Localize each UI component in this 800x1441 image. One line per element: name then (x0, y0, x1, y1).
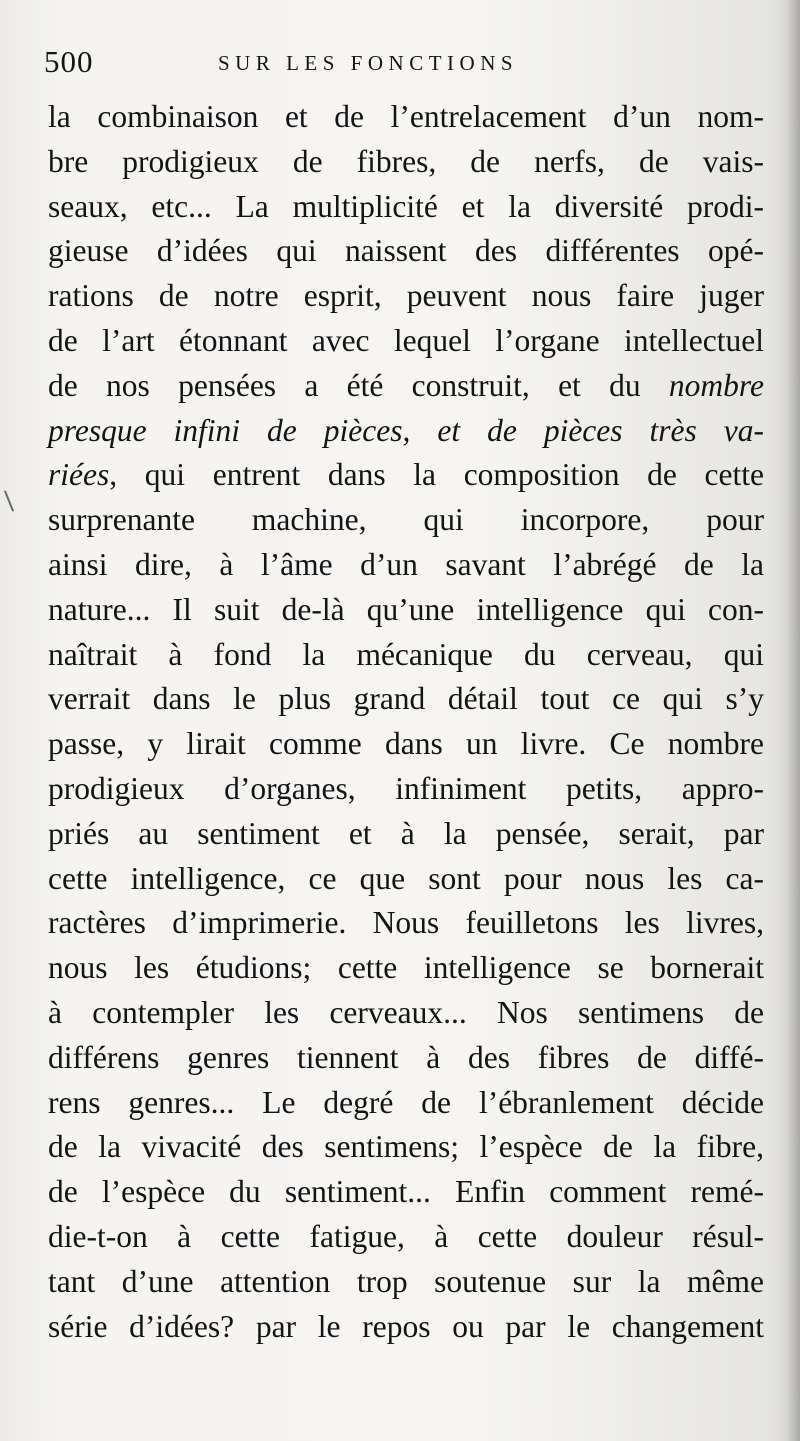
page-number: 500 (44, 44, 94, 79)
text-segment: bre prodigieux de fibres, de nerfs, de vais- (48, 143, 764, 179)
text-segment: , qui entrent dans la composition de cette (109, 457, 764, 493)
text-line (48, 140, 764, 185)
text-segment: série d’idées? par le repos ou par le changement (48, 1308, 764, 1344)
text-segment: surprenante machine, qui incorpore, pour (48, 502, 764, 538)
text-segment: de l’espèce du sentiment... Enfin comment remé- (48, 1174, 764, 1210)
text-segment: nous les étudions; cette intelligence se bornerait (48, 950, 764, 986)
text-line (48, 319, 764, 364)
text-line (48, 1125, 764, 1170)
text-segment: rens genres... Le degré de l’ébranlement décide (48, 1084, 764, 1120)
text-segment: de la vivacité des sentimens; l’espèce de la fibre, (48, 1129, 764, 1165)
text-line (48, 812, 764, 857)
text-segment: de l’art étonnant avec lequel l’organe intellectuel (48, 322, 764, 358)
text-segment: prodigieux d’organes, infiniment petits, appro- (48, 770, 764, 806)
text-segment: die-t-on à cette fatigue, à cette douleur résul- (48, 1218, 764, 1254)
text-line (48, 543, 764, 588)
text-line (48, 991, 764, 1036)
text-line (48, 722, 764, 767)
text-segment: cette intelligence, ce que sont pour nous les ca- (48, 860, 764, 896)
text-line (48, 1260, 764, 1305)
text-line (48, 229, 764, 274)
italic-text-segment: riées (48, 457, 110, 493)
text-line (48, 274, 764, 319)
text-segment: de nos pensées a été construit, et du (48, 367, 669, 403)
text-line (48, 453, 764, 498)
text-line (48, 409, 764, 454)
text-segment: naîtrait à fond la mécanique du cerveau, qui (48, 636, 764, 672)
text-line (48, 185, 764, 230)
text-segment: différens genres tiennent à des fibres de diffé- (48, 1039, 764, 1075)
page-edge-shadow (786, 0, 800, 1441)
text-line (48, 1036, 764, 1081)
text-line (48, 633, 764, 678)
text-line (48, 767, 764, 812)
text-line (48, 946, 764, 991)
text-segment: seaux, etc... La multiplicité et la diversité prodi- (48, 188, 764, 224)
text-segment: verrait dans le plus grand détail tout ce qui s’y (48, 681, 764, 717)
text-line (48, 1305, 764, 1350)
text-line (48, 857, 764, 902)
body-text (48, 95, 764, 1349)
text-line (48, 364, 764, 409)
text-line (48, 498, 764, 543)
text-line (48, 677, 764, 722)
text-segment: ainsi dire, à l’âme d’un savant l’abrégé de la (48, 546, 764, 582)
text-segment: rations de notre esprit, peuvent nous faire juger (48, 278, 764, 314)
text-segment: ractères d’imprimerie. Nous feuilletons les livres, (48, 905, 764, 941)
text-segment: nature... Il suit de-là qu’une intelligence qui con- (48, 591, 764, 627)
text-line (48, 1170, 764, 1215)
text-line (48, 901, 764, 946)
text-segment: gieuse d’idées qui naissent des différentes opé- (48, 233, 764, 269)
text-line (48, 1081, 764, 1126)
italic-text-segment: presque infini de pièces, et de pièces très va- (48, 412, 764, 448)
page-header (44, 44, 764, 80)
text-segment: priés au sentiment et à la pensée, serait, par (48, 815, 764, 851)
text-line (48, 95, 764, 140)
running-head: SUR LES FONCTIONS (218, 51, 519, 75)
text-segment: à contempler les cerveaux... Nos sentimens de (48, 994, 764, 1030)
text-segment: tant d’une attention trop soutenue sur la même (48, 1263, 764, 1299)
text-line (48, 1215, 764, 1260)
margin-mark (4, 490, 14, 511)
text-segment: passe, y lirait comme dans un livre. Ce nombre (48, 726, 764, 762)
text-segment: la combinaison et de l’entrelacement d’un nom- (48, 99, 764, 134)
italic-text-segment: nombre (668, 367, 764, 403)
text-line (48, 588, 764, 633)
